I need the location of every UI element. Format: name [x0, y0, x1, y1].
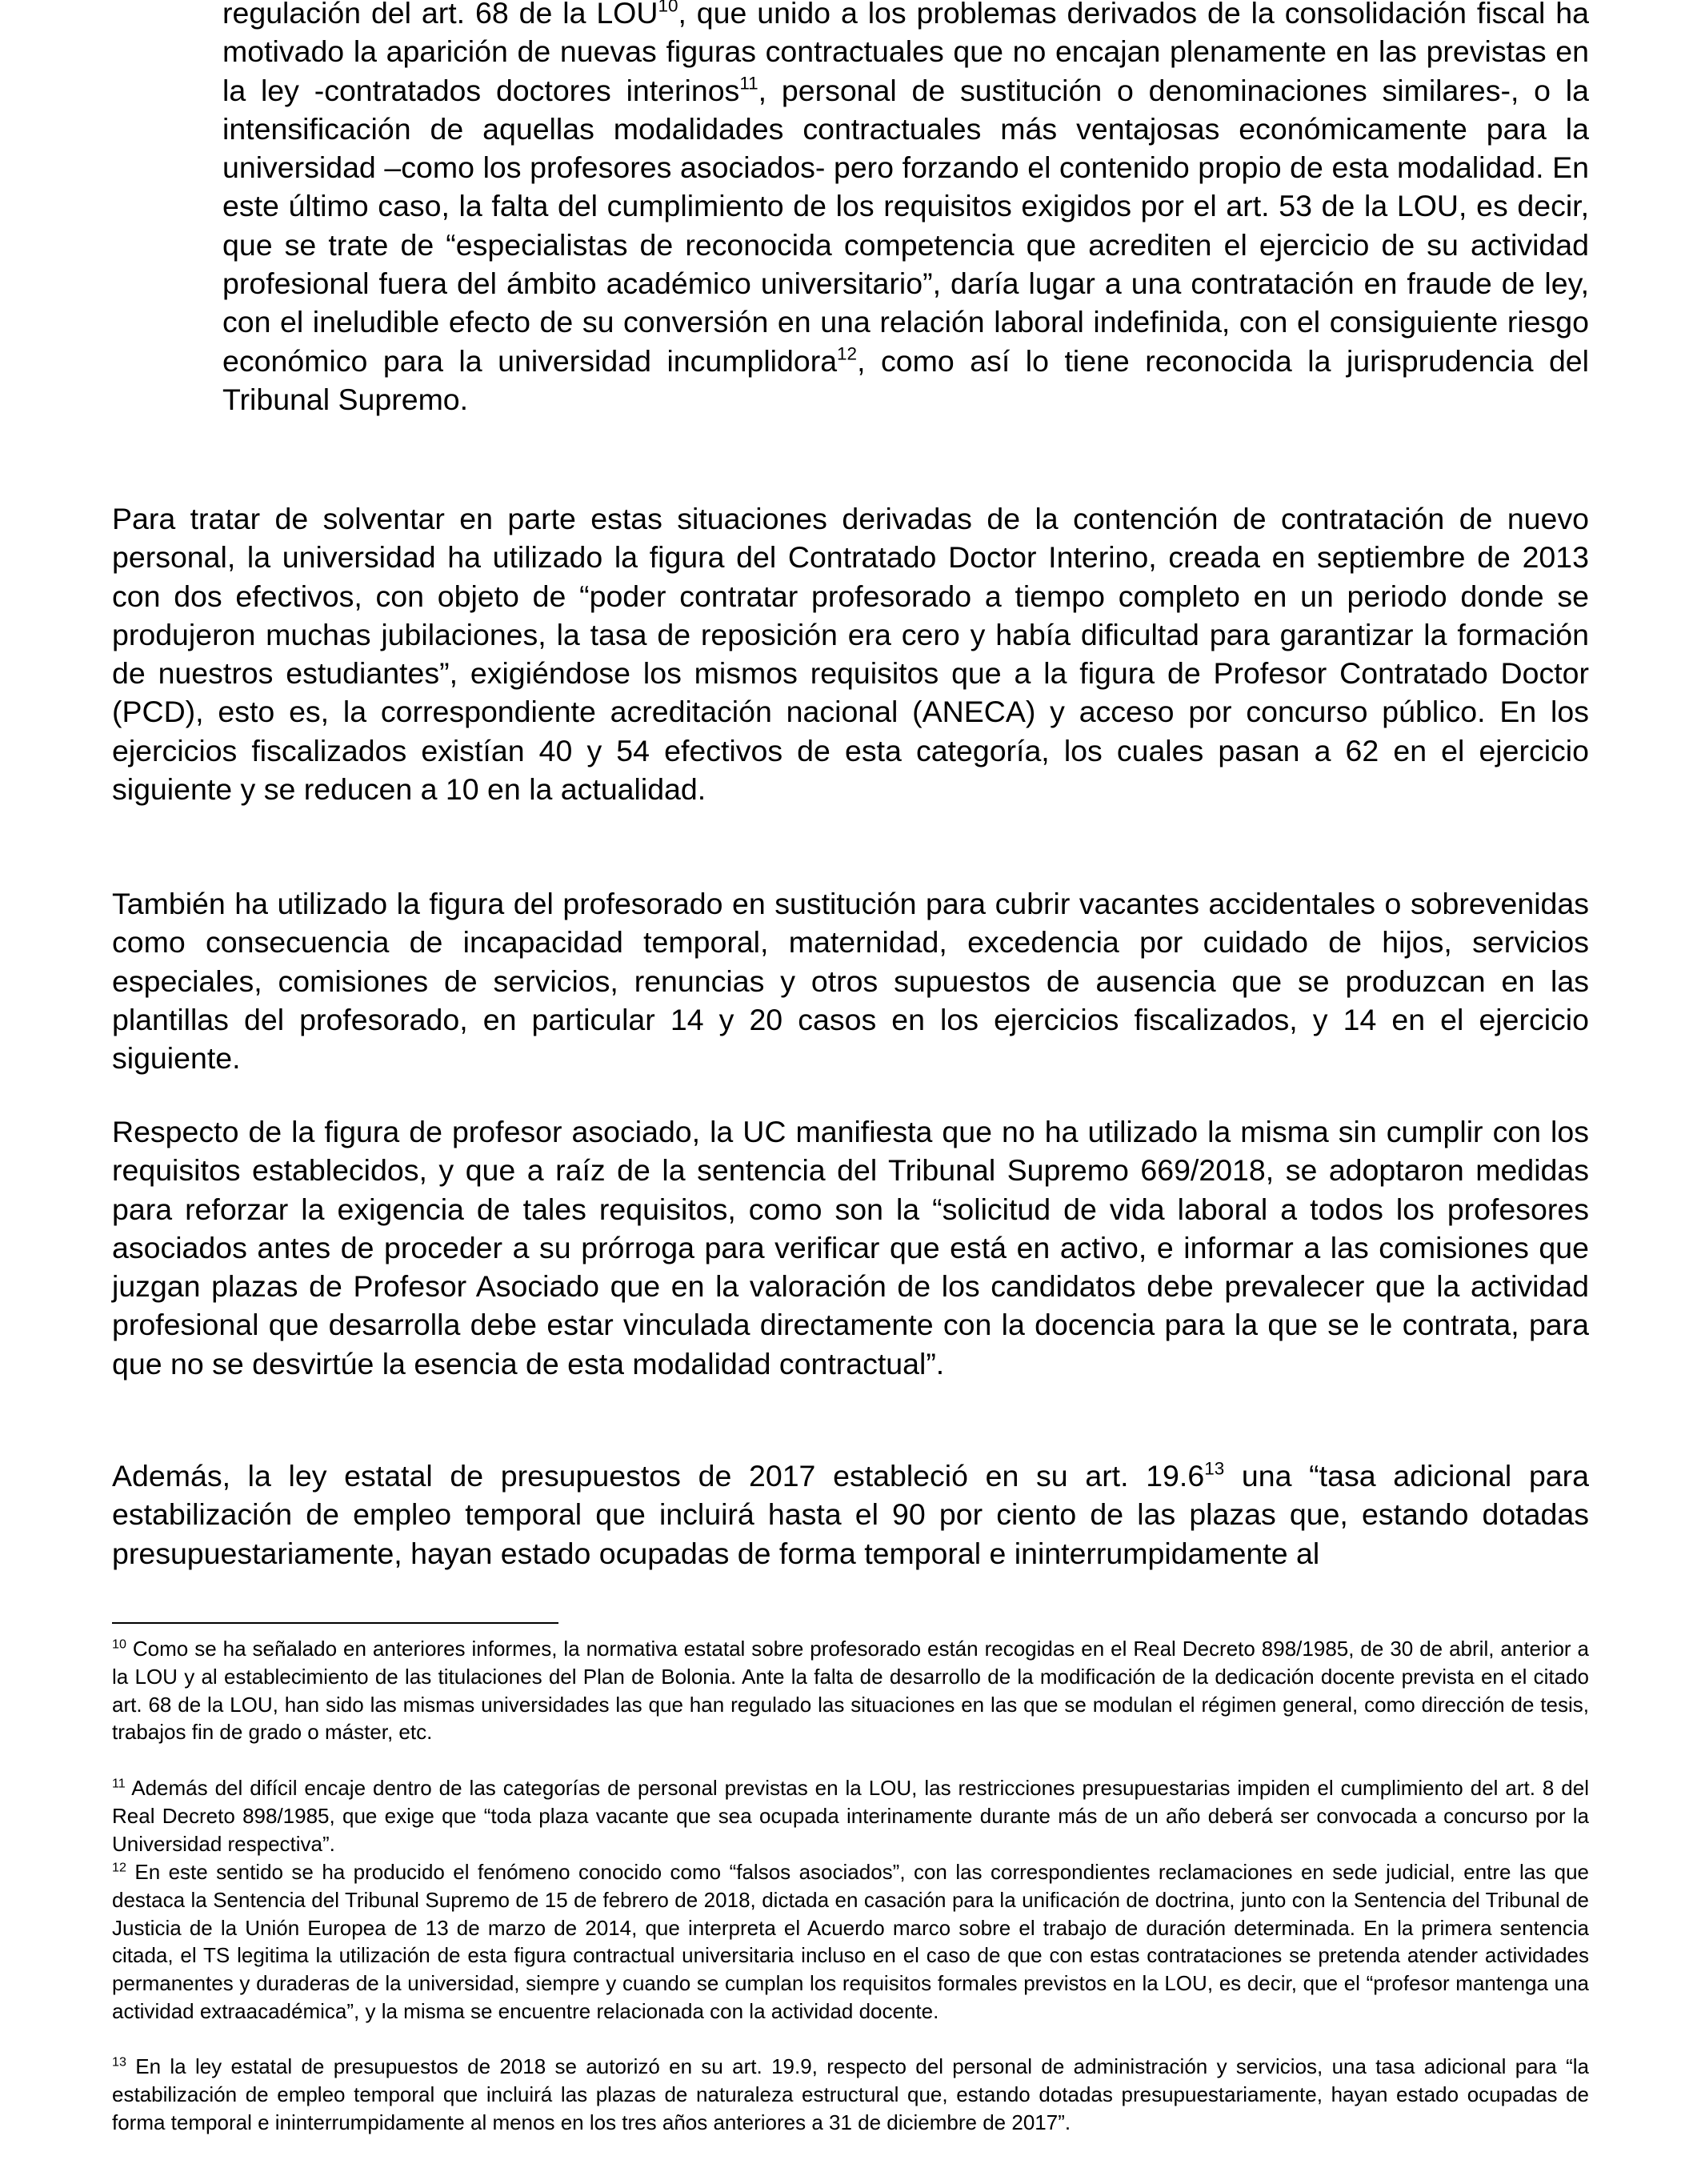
- footnote-13: [112, 2053, 1589, 2136]
- body-paragraph: Respecto de la figura de profesor asociado, la UC manifiesta que no ha utilizado la misma sin cumplir con los requisitos establecidos, y que a raíz de la sentencia del Tribunal Supremo 669/2018, se adoptaron medidas para reforzar la exigencia de tales requisitos, como son la “solicitud de vida laboral a todos los profesores asociados antes de proceder a su prórroga para verificar que está en activo, e informar a las comisiones que juzgan plazas de Profesor Asociado que en la valoración de los candidatos debe prevalecer que la actividad profesional que desarrolla debe estar vinculada directamente con la docencia para la que se le contrata, para que no se desvirtúe la esencia de esta modalidad contractual”.: [112, 1115, 1589, 1381]
- continued-quote-paragraph: [222, 0, 1589, 419]
- footnote-text: En este sentido se ha producido el fenómeno conocido como “falsos asociados”, con las correspondientes reclamaciones en sede judicial, entre las que destaca la Sentencia del Tribunal Supremo de 15 de febrero de 2018, dictada en casación para la unificación de doctrina, junto con la Sentencia del Tribunal de Justicia de la Unión Europea de 13 de marzo de 2014, que interpreta el Acuerdo marco sobre el trabajo de duración determinada. En la primera sentencia citada, el TS legitima la utilización de esta figura contractual universitaria incluso en el caso de que con estas contrataciones se pretenda atender actividades permanentes y duraderas de la universidad, siempre y cuando se cumplan los requisitos formales previstos en la LOU, es decir, que el “profesor mantenga una actividad extraacadémica”, y la misma se encuentre relacionada con la actividad docente.: [112, 1860, 1589, 2023]
- footnote-12: [112, 1858, 1589, 2026]
- footnote-number: 13: [112, 2054, 126, 2070]
- footnote-ref-10[interactable]: 10: [658, 0, 678, 16]
- footnote-ref-11[interactable]: 11: [739, 72, 758, 93]
- footnote-11: [112, 1774, 1589, 1857]
- footnote-number: 12: [112, 1860, 126, 1875]
- footnote-ref-13[interactable]: 13: [1204, 1458, 1225, 1479]
- footnote-text: Como se ha señalado en anteriores informes, la normativa estatal sobre profesorado están recogidas en el Real Decreto 898/1985, de 30 de abril, anterior a la LOU y al establecimiento de las titulaciones del Plan de Bolonia. Ante la falta de desarrollo de la modificación de la dedicación docente prevista en el citado art. 68 de la LOU, han sido las mismas universidades las que han regulado las situaciones en las que se modulan el régimen general, como dirección de tesis, trabajos fin de grado o máster, etc.: [112, 1637, 1589, 1745]
- footnote-number: 10: [112, 1637, 126, 1652]
- paragraph-text: una “tasa adicional para estabilización de empleo temporal que incluirá hasta el 90 por ciento de las plazas que, estando dotadas presupuestariamente, hayan estado ocupadas de forma temporal e ininterrumpidamente al: [112, 1459, 1589, 1570]
- footnote-ref-12[interactable]: 12: [837, 343, 858, 364]
- footnote-separator: [112, 1622, 558, 1624]
- footnote-number: 11: [112, 1776, 126, 1791]
- footnote-10: [112, 1635, 1589, 1746]
- body-paragraph-continued: [112, 1457, 1589, 1573]
- quote-text: , que unido a los problemas derivados de la consolidación fiscal ha motivado la aparición de nuevas figuras contractuales que no encajan plenamente en las previstas en la ley -contratados doctores interinos: [222, 0, 1589, 107]
- body-paragraph: Para tratar de solventar en parte estas situaciones derivadas de la contención de contratación de nuevo personal, la universidad ha utilizado la figura del Contratado Doctor Interino, creada en septiembre de 2013 con dos efectivos, con objeto de “poder contratar profesorado a tiempo completo en un periodo donde se produjeron muchas jubilaciones, la tasa de reposición era cero y había dificultad para garantizar la formación de nuestros estudiantes”, exigiéndose los mismos requisitos que a la figura de Profesor Contratado Doctor (PCD), esto es, la correspondiente acreditación nacional (ANECA) y acceso por concurso público. En los ejercicios fiscalizados existían 40 y 54 efectivos de esta categoría, los cuales pasan a 62 en el ejercicio siguiente y se reducen a 10 en la actualidad.: [112, 502, 1589, 807]
- quote-text: , personal de sustitución o denominaciones similares-, o la intensificación de aquellas modalidades contractuales más ventajosas económicamente para la universidad –como los profesores asociados- pero forzando el contenido propio de esta modalidad. En este último caso, la falta del cumplimiento de los requisitos exigidos por el art. 53 de la LOU, es decir, que se trate de “especialistas de reconocida competencia que acrediten el ejercicio de su actividad profesional fuera del ámbito académico universitario”, daría lugar a una contratación en fraude de ley, con el ineludible efecto de su conversión en una relación laboral indefinida, con el consiguiente riesgo económico para la universidad incumplidora: [222, 73, 1589, 378]
- paragraph-text: Además, la ley estatal de presupuestos de 2017 estableció en su art. 19.6: [112, 1459, 1205, 1493]
- footnote-text: En la ley estatal de presupuestos de 2018 se autorizó en su art. 19.9, respecto del personal de administración y servicios, una tasa adicional para “la estabilización de empleo temporal que incluirá las plazas de naturaleza estructural que, estando dotadas presupuestariamente, hayan estado ocupadas de forma temporal e ininterrumpidamente al menos en los tres años anteriores a 31 de diciembre de 2017”.: [112, 2054, 1589, 2134]
- quote-text: regulación del art. 68 de la LOU: [222, 0, 658, 30]
- quote-text: , como así lo tiene reconocida la jurisprudencia del Tribunal Supremo.: [222, 343, 1589, 416]
- footnote-text: Además del difícil encaje dentro de las categorías de personal previstas en la LOU, las restricciones presupuestarias impiden el cumplimiento del art. 8 del Real Decreto 898/1985, que exige que “toda plaza vacante que sea ocupada interinamente durante más de un año deberá ser convocada a concurso por la Universidad respectiva”.: [112, 1776, 1589, 1856]
- body-paragraph: También ha utilizado la figura del profesorado en sustitución para cubrir vacantes accidentales o sobrevenidas como consecuencia de incapacidad temporal, maternidad, excedencia por cuidado de hijos, servicios especiales, comisiones de servicios, renuncias y otros supuestos de ausencia que se produzcan en las plantillas del profesorado, en particular 14 y 20 casos en los ejercicios fiscalizados, y 14 en el ejercicio siguiente.: [112, 887, 1589, 1076]
